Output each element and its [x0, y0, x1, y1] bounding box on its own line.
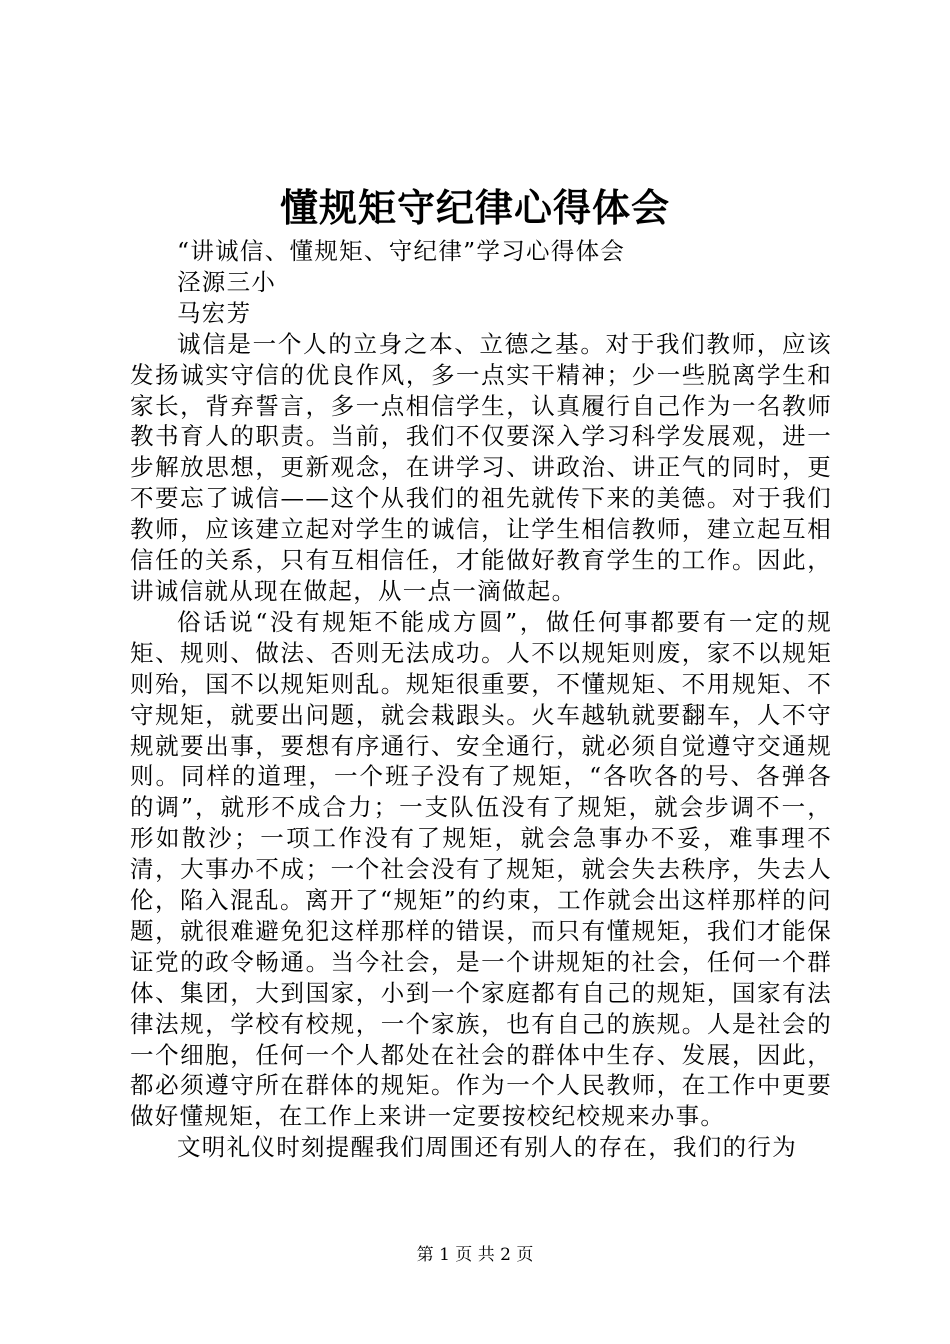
- document-title: 懂规矩守纪律心得体会: [279, 185, 670, 230]
- author-line: 马宏芳: [177, 298, 252, 327]
- school-line: 泾源三小: [177, 267, 277, 296]
- paragraph-etiquette: 文明礼仪时刻提醒我们周围还有别人的存在，我们的行为: [177, 1133, 797, 1162]
- document-body: [130, 236, 832, 1163]
- subtitle-line: “讲诚信、懂规矩、守纪律”学习心得体会: [177, 237, 626, 265]
- page-footer: 第 1 页 共 2 页: [416, 1245, 534, 1265]
- paragraph-rules: 俗话说“没有规矩不能成方圆”，做任何事都要有一定的规矩、规则、做法、否则无法成功。人不以规矩则废，家不以规矩则殆，国不以规矩则乱。规矩很重要，不懂规矩、不用规矩、不守规矩，就要出问题，就会栽跟头。火车越轨就要翻车，人不守规就要出事，要想有序通行、安全通行，就必须自觉遵守交通规则。同样的道理，一个班子没有了规矩，“各吹各的号、各弹各的调”，就形不成合力；一支队伍没有了规矩，就会步调不一，形如散沙；一项工作没有了规矩，就会急事办不妥，难事理不清，大事办不成；一个社会没有了规矩，就会失去秩序，失去人伦，陷入混乱。离开了“规矩”的约束，工作就会出这样那样的问题，就很难避免犯这样那样的错误，而只有懂规矩，我们才能保证党的政令畅通。当今社会，是一个讲规矩的社会，任何一个群体、集团，大到国家，小到一个家庭都有自己的规矩，国家有法律法规，学校有校规，一个家族，也有自己的族规。人是社会的一个细胞，任何一个人都处在社会的群体中生存、发展，因此，都必须遵守所在群体的规矩。作为一个人民教师，在工作中更要做好懂规矩，在工作上来讲一定要按校纪校规来办事。: [130, 607, 832, 1131]
- paragraph-integrity: 诚信是一个人的立身之本、立德之基。对于我们教师，应该发扬诚实守信的优良作风，多一点实干精神；少一些脱离学生和家长，背弃誓言，多一点相信学生，认真履行自己作为一名教师教书育人的职责。当前，我们不仅要深入学习科学发展观，进一步解放思想，更新观念，在讲学习、讲政治、讲正气的同时，更不要忘了诚信——这个从我们的祖先就传下来的美德。对于我们教师，应该建立起对学生的诚信，让学生相信教师，建立起互相信任的关系，只有互相信任，才能做好教育学生的工作。因此，讲诚信就从现在做起，从一点一滴做起。: [130, 329, 832, 605]
